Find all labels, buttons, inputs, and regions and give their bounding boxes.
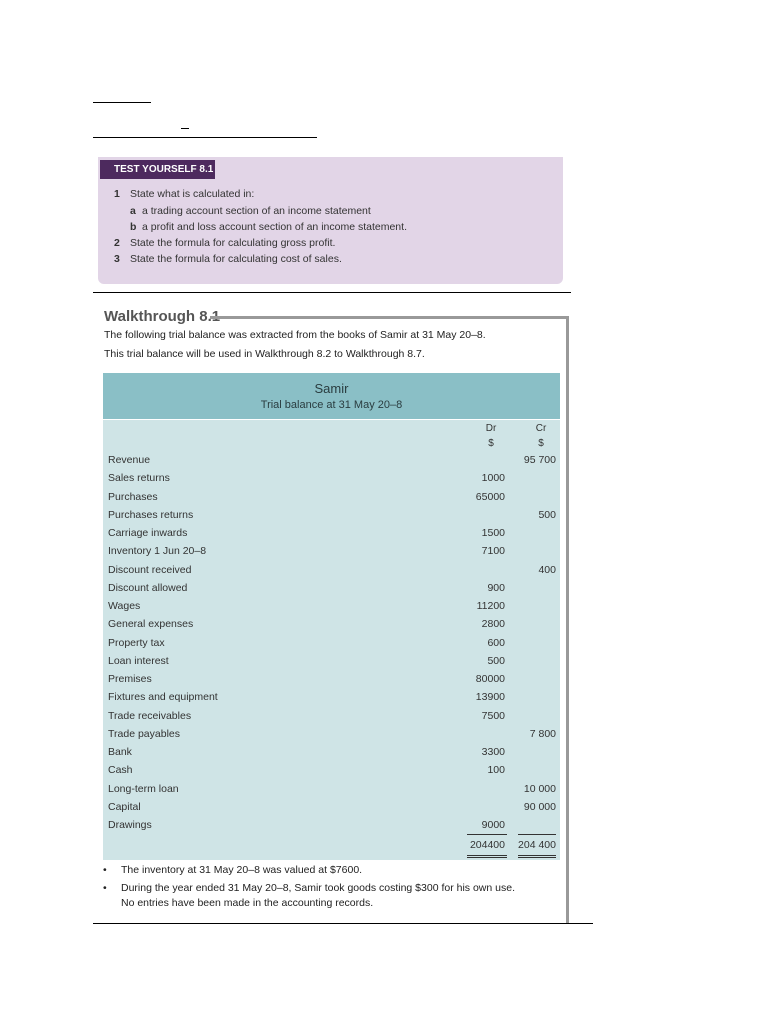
dr-value: 500: [487, 654, 505, 667]
dr-value: 1500: [481, 527, 505, 539]
cr-total-rule-bottom: [518, 855, 556, 858]
row-label: Drawings: [108, 819, 152, 831]
dr-value: 7500: [481, 709, 505, 722]
total-row: [103, 836, 560, 854]
walkthrough-title: Walkthrough 8.1: [104, 308, 221, 325]
dr-value: 11200: [476, 600, 505, 612]
table-row: [103, 707, 560, 725]
row-label: Sales returns: [108, 472, 170, 485]
table-row: [103, 597, 560, 615]
cr-currency: $: [538, 438, 544, 449]
trial-balance-name: Samir: [314, 381, 349, 396]
table-row: [103, 798, 560, 816]
cr-value: 95 700: [523, 454, 556, 466]
cr-value: 7 800: [529, 727, 556, 740]
row-label: Long-term loan: [108, 782, 179, 795]
trial-balance-subtitle: Trial balance at 31 May 20–8: [260, 399, 403, 411]
row-label: Discount received: [108, 563, 192, 576]
walkthrough-intro-1: The following trial balance was extracted from the books of Samir at 31 May 20–8.: [104, 329, 486, 341]
table-row: [103, 652, 560, 670]
table-row: [103, 579, 560, 597]
top-rule-short: [93, 102, 151, 103]
top-rule-tick: [181, 128, 189, 129]
table-row: [103, 761, 560, 779]
row-label: Inventory 1 Jun 20–8: [108, 545, 207, 558]
table-row: [103, 506, 560, 524]
row-label: Wages: [108, 600, 141, 612]
dr-value: 13900: [475, 691, 505, 704]
dr-value: 9000: [481, 819, 505, 831]
dr-value: 900: [487, 581, 505, 594]
row-label: Revenue: [108, 454, 151, 466]
bullet: •: [103, 864, 107, 876]
table-row: [103, 725, 560, 743]
bullet: •: [103, 882, 107, 894]
table-row: [103, 469, 560, 487]
dr-value: 65000: [475, 490, 505, 503]
table-row: [103, 488, 560, 506]
test-yourself-tab: TEST YOURSELF 8.1: [100, 160, 215, 179]
cr-value: 10 000: [523, 782, 556, 795]
trial-balance-header: [103, 373, 560, 419]
row-label: Loan interest: [108, 654, 169, 667]
section-divider: [93, 292, 571, 293]
bottom-rule: [93, 923, 593, 924]
dr-value: 600: [487, 636, 505, 649]
row-label: Trade receivables: [108, 709, 192, 722]
dr-total-rule-bottom: [467, 855, 507, 858]
row-label: Capital: [108, 800, 141, 813]
table-row: [103, 670, 560, 688]
cr-value: 500: [538, 508, 556, 521]
table-row: [103, 451, 560, 469]
total-cr: 204 400: [518, 839, 556, 851]
dr-total-rule-top: [467, 834, 507, 835]
table-row: [103, 743, 560, 761]
dr-header: Dr: [485, 423, 497, 434]
dr-value: 80000: [475, 673, 505, 685]
table-row: [103, 688, 560, 706]
row-label: Purchases: [108, 490, 158, 503]
row-label: Property tax: [108, 636, 165, 649]
walkthrough-frame-top: [210, 316, 568, 319]
dr-value: 2800: [481, 618, 505, 631]
table-row: [103, 524, 560, 542]
cr-value: 400: [538, 563, 556, 576]
row-label: General expenses: [108, 618, 194, 631]
cr-total-rule-top: [518, 834, 556, 835]
table-row: [103, 561, 560, 579]
table-row: [103, 634, 560, 652]
row-label: Discount allowed: [108, 581, 188, 594]
total-dr: 204400: [469, 839, 505, 851]
row-label: Fixtures and equipment: [108, 691, 218, 704]
row-label: Bank: [108, 746, 132, 758]
dr-value: 7100: [481, 545, 505, 558]
table-row: [103, 615, 560, 633]
row-label: Premises: [108, 673, 152, 685]
dr-value: 100: [487, 764, 505, 777]
top-rule-long: [93, 137, 317, 138]
test-yourself-box: TEST YOURSELF 8.1 1 State what is calculated in: a a trading account section of an income statement b a profit and loss account section of an income statement. 2 State the formula for calculating gross profit. 3 State the formula for calculating cost of sales.: [98, 157, 563, 284]
row-label: Cash: [108, 764, 133, 777]
row-label: Trade payables: [108, 727, 180, 740]
cr-value: 90 000: [523, 800, 556, 813]
walkthrough-intro-2: This trial balance will be used in Walkthrough 8.2 to Walkthrough 8.7.: [104, 348, 425, 360]
walkthrough-frame-right: [566, 316, 569, 924]
dr-value: 1000: [481, 472, 505, 485]
row-label: Carriage inwards: [108, 527, 188, 539]
table-row: [103, 542, 560, 560]
cr-header: Cr: [535, 423, 547, 434]
dr-value: 3300: [481, 746, 505, 758]
table-row: [103, 780, 560, 798]
trial-balance-table: [103, 420, 560, 860]
row-label: Purchases returns: [108, 508, 194, 521]
dr-currency: $: [488, 438, 494, 449]
table-row: [103, 816, 560, 834]
